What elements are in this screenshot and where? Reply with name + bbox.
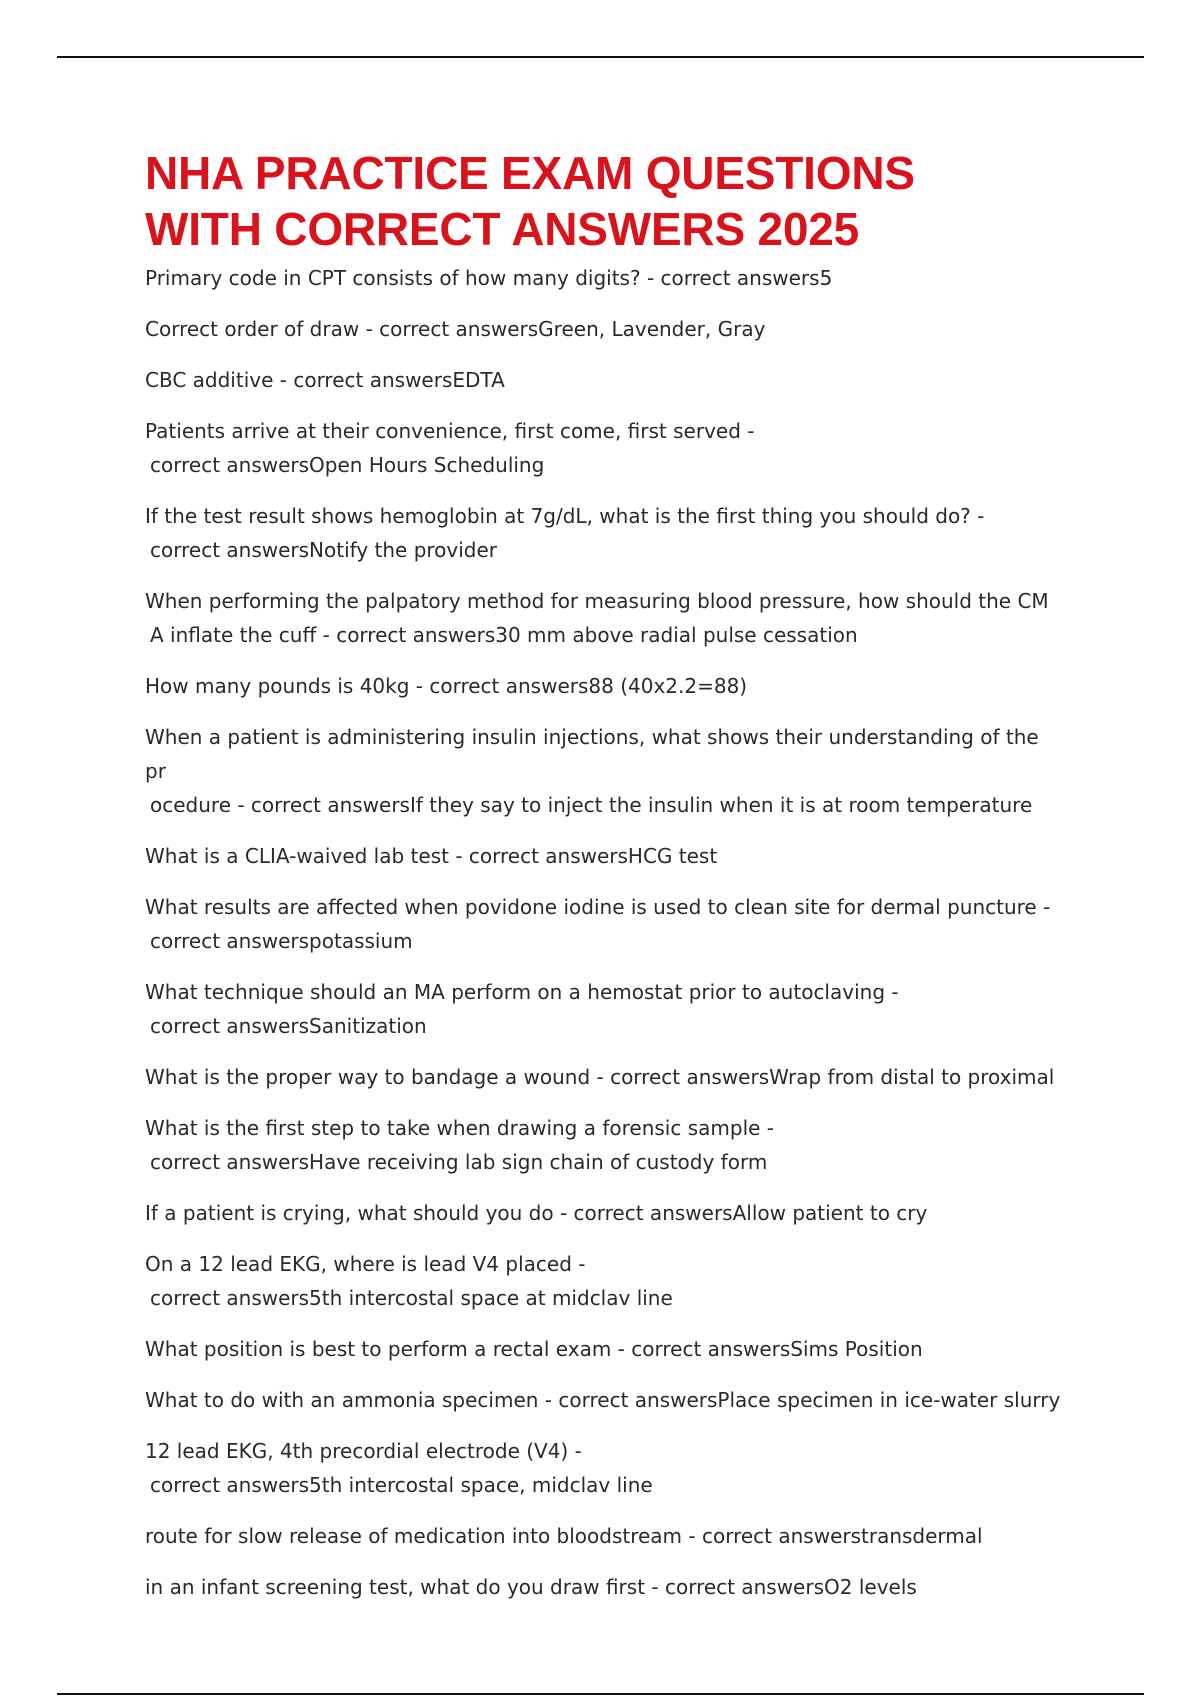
qa-line-1: in an infant screening test, what do you draw first - correct answersO2 levels <box>145 1575 917 1599</box>
qa-line-2: correct answersNotify the provider <box>150 538 498 562</box>
qa-item <box>145 1247 1065 1315</box>
qa-item <box>145 584 1065 652</box>
qa-line-1: 12 lead EKG, 4th precordial electrode (V4) - <box>145 1439 582 1463</box>
qa-item <box>145 414 1065 482</box>
qa-line-1: When performing the palpatory method for measuring blood pressure, how should the CM <box>145 589 1049 613</box>
qa-line-2: correct answersOpen Hours Scheduling <box>150 453 545 477</box>
qa-item <box>145 1519 1065 1553</box>
bottom-rule <box>57 1693 1144 1695</box>
qa-line-2: A inflate the cuff - correct answers30 mm above radial pulse cessation <box>150 623 858 647</box>
qa-line-1: Correct order of draw - correct answersGreen, Lavender, Gray <box>145 317 766 341</box>
qa-line-1: CBC additive - correct answersEDTA <box>145 368 505 392</box>
qa-item <box>145 261 1065 295</box>
qa-line-1: What is a CLIA-waived lab test - correct answersHCG test <box>145 844 718 868</box>
qa-item <box>145 669 1065 703</box>
qa-line-2: correct answers5th intercostal space at midclav line <box>150 1286 673 1310</box>
qa-line-1: What results are affected when povidone iodine is used to clean site for dermal puncture - <box>145 895 1051 919</box>
qa-item <box>145 890 1065 958</box>
qa-line-2: correct answerspotassium <box>150 929 413 953</box>
title-line-1: NHA PRACTICE EXAM QUESTIONS <box>145 147 915 199</box>
qa-line-1: Primary code in CPT consists of how many digits? - correct answers5 <box>145 266 833 290</box>
qa-item <box>145 1196 1065 1230</box>
qa-line-1: On a 12 lead EKG, where is lead V4 placed - <box>145 1252 586 1276</box>
qa-item <box>145 1332 1065 1366</box>
document-body <box>145 145 1065 1621</box>
qa-line-2: correct answersHave receiving lab sign chain of custody form <box>150 1150 768 1174</box>
qa-line-1: If a patient is crying, what should you do - correct answersAllow patient to cry <box>145 1201 928 1225</box>
qa-item <box>145 1111 1065 1179</box>
qa-item <box>145 975 1065 1043</box>
document-title <box>145 145 1065 257</box>
qa-line-1: When a patient is administering insulin injections, what shows their understanding of the pr <box>145 725 1039 783</box>
qa-item <box>145 1060 1065 1094</box>
qa-line-1: route for slow release of medication into bloodstream - correct answerstransdermal <box>145 1524 983 1548</box>
qa-line-1: What is the proper way to bandage a wound - correct answersWrap from distal to proximal <box>145 1065 1055 1089</box>
qa-item <box>145 363 1065 397</box>
qa-item <box>145 499 1065 567</box>
qa-item <box>145 1434 1065 1502</box>
qa-line-1: What position is best to perform a rectal exam - correct answersSims Position <box>145 1337 923 1361</box>
qa-line-1: What technique should an MA perform on a hemostat prior to autoclaving - <box>145 980 899 1004</box>
qa-item <box>145 312 1065 346</box>
qa-line-2: ocedure - correct answersIf they say to inject the insulin when it is at room temperature <box>150 793 1033 817</box>
qa-line-1: Patients arrive at their convenience, first come, first served - <box>145 419 755 443</box>
qa-line-1: What to do with an ammonia specimen - correct answersPlace specimen in ice-water slurry <box>145 1388 1061 1412</box>
qa-line-1: What is the first step to take when drawing a forensic sample - <box>145 1116 775 1140</box>
qa-line-1: If the test result shows hemoglobin at 7g/dL, what is the first thing you should do? - <box>145 504 985 528</box>
qa-item <box>145 720 1065 822</box>
qa-list <box>145 261 1065 1604</box>
qa-item <box>145 1570 1065 1604</box>
qa-line-2: correct answers5th intercostal space, midclav line <box>150 1473 653 1497</box>
top-rule <box>57 56 1144 58</box>
qa-item <box>145 1383 1065 1417</box>
qa-line-2: correct answersSanitization <box>150 1014 427 1038</box>
qa-line-1: How many pounds is 40kg - correct answers88 (40x2.2=88) <box>145 674 748 698</box>
qa-item <box>145 839 1065 873</box>
title-line-2: WITH CORRECT ANSWERS 2025 <box>145 203 860 255</box>
